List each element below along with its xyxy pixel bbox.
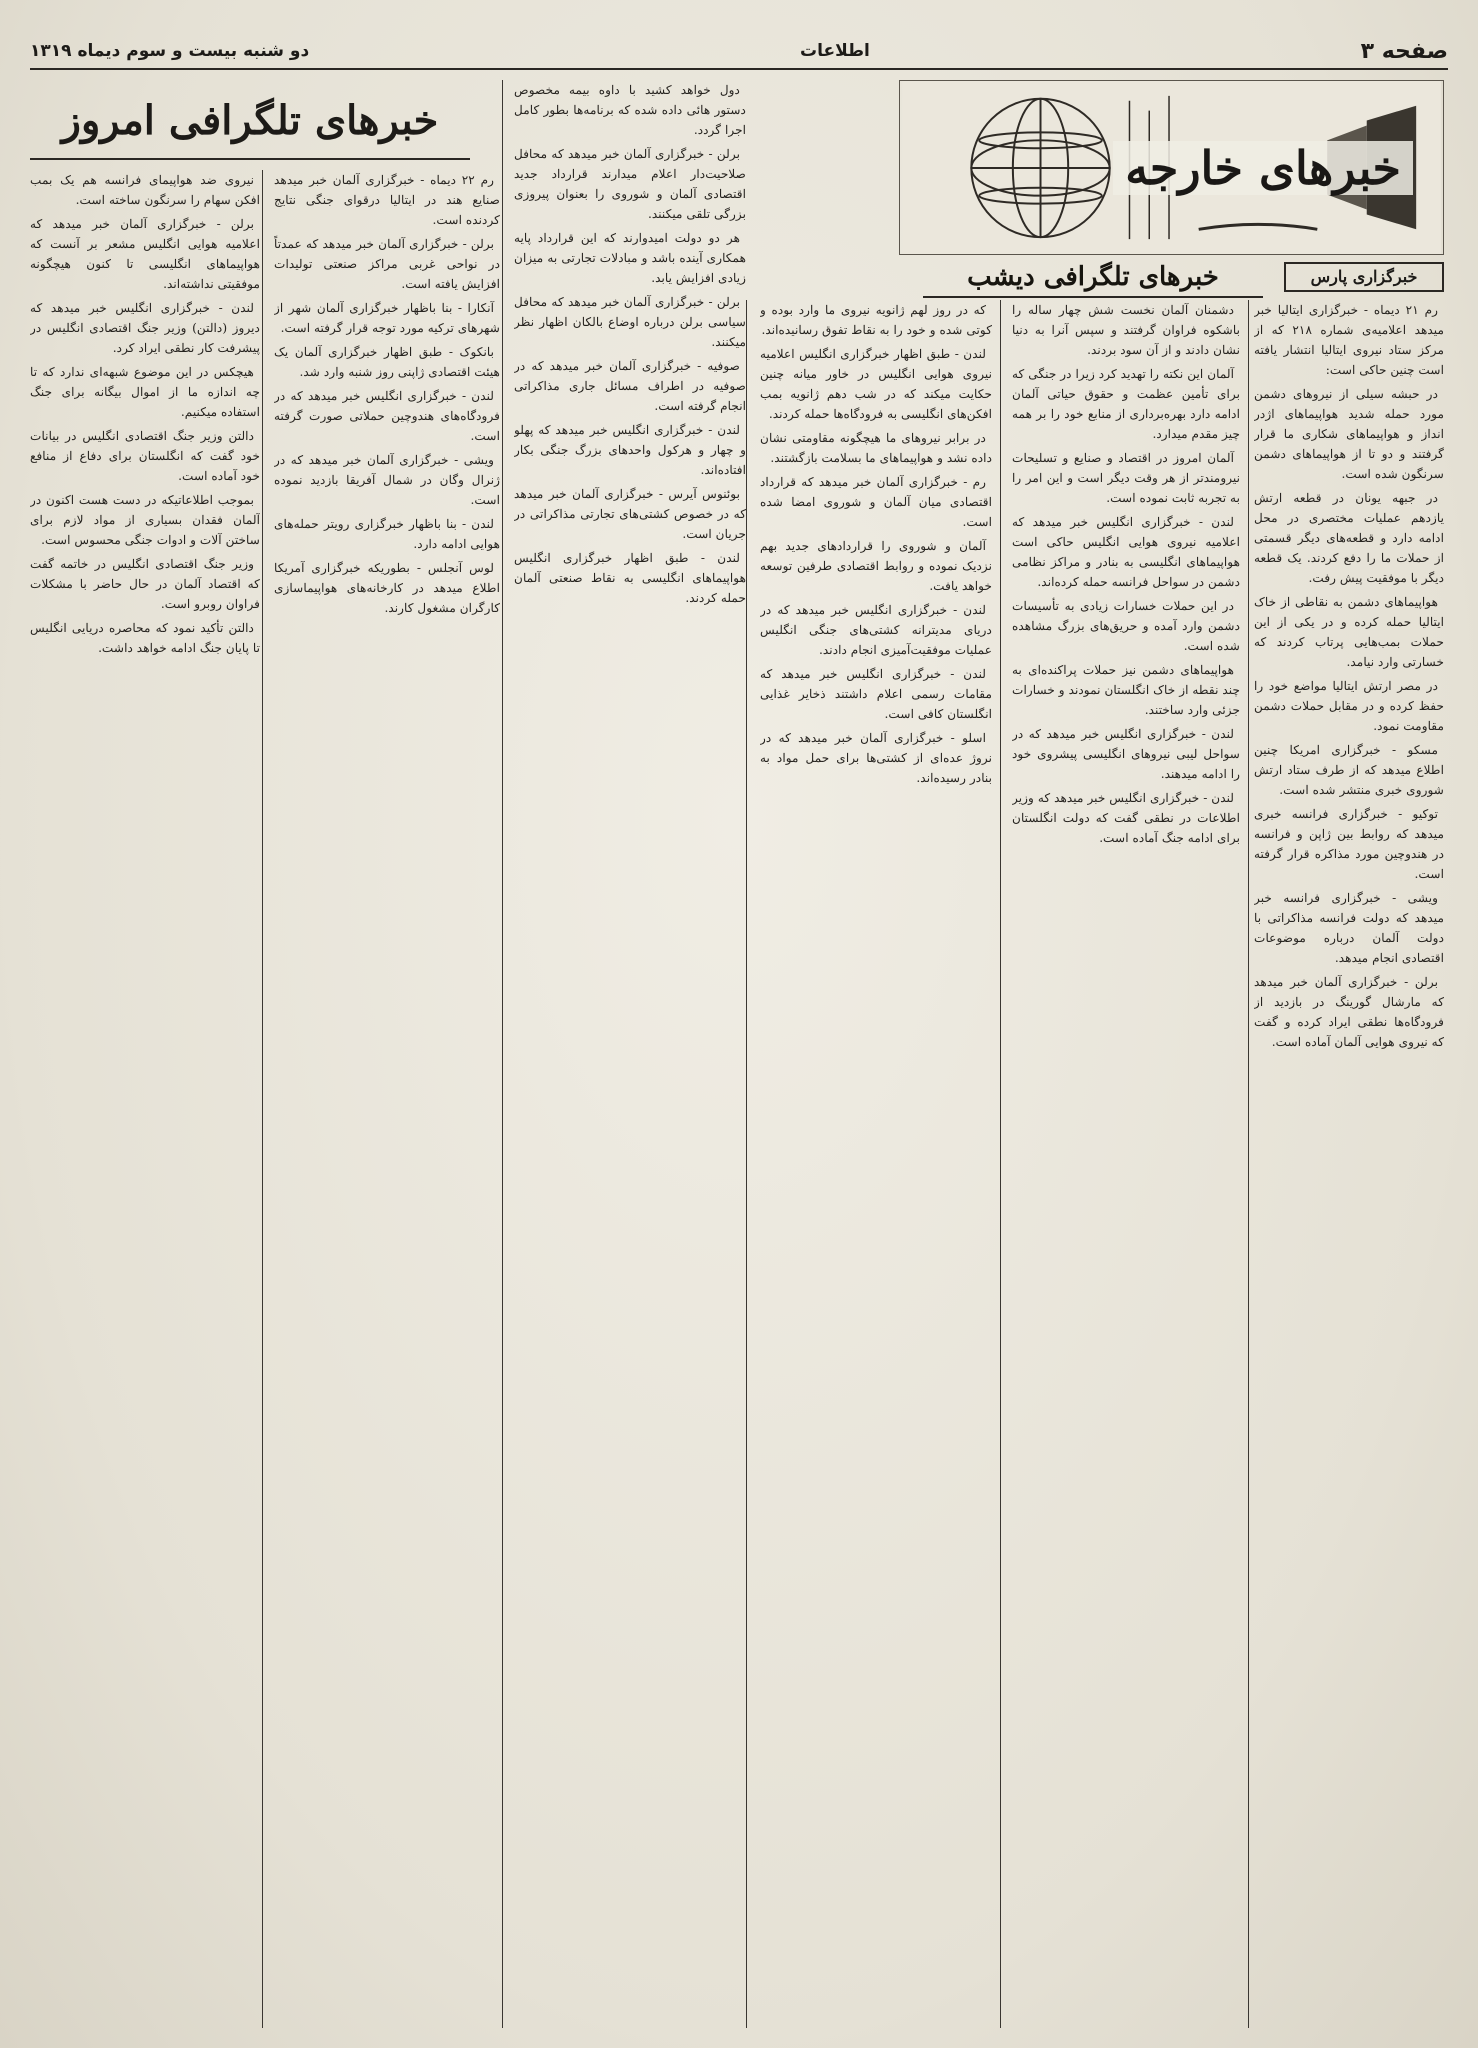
article-paragraph: آلمان این نکته را تهدید کرد زیرا در جنگی که برای تأمین عظمت و حقوق حیاتی آلمان ادامه دارد بهره‌برداری از منابع خود را بر همه چیز مقدم میدارد. (1012, 367, 1240, 441)
article-paragraph: لندن - بنا باظهار خبرگزاری رویتر حمله‌های هوایی ادامه دارد. (274, 517, 500, 551)
section-banner-title: خبرهای خارجه (1113, 141, 1413, 195)
article-paragraph: آنکارا - بنا باظهار خبرگزاری آلمان شهر از شهرهای ترکیه مورد توجه قرار گرفته است. (274, 301, 500, 335)
article-paragraph: برلن - خبرگزاری آلمان خبر میدهد که عمدتاً در نواحی غربی مراکز صنعتی تولیدات افزایش یافته است. (274, 237, 500, 291)
column-5 (274, 170, 500, 2028)
article-paragraph: برلن - خبرگزاری آلمان خبر میدهد که اعلامیه هوایی انگلیس مشعر بر آنست که هواپیماهای انگلیسی تا کنون هیچگونه موفقیتی نداشته‌اند. (30, 217, 260, 291)
article-paragraph: رم - خبرگزاری آلمان خبر میدهد که قرارداد اقتصادی میان آلمان و شوروی امضا شده است. (760, 475, 992, 529)
article-paragraph: صوفیه - خبرگزاری آلمان خبر میدهد که در صوفیه در اطراف مسائل جاری مذاکراتی انجام گرفته است. (514, 359, 746, 413)
article-paragraph: رم ۲۱ دیماه - خبرگزاری ایتالیا خبر میدهد اعلامیه‌ی شماره ۲۱۸ که از مرکز ستاد نیروی ایتالیا انتشار یافته است چنین حاکی است: (1254, 303, 1444, 377)
article-paragraph: لندن - خبرگزاری انگلیس خبر میدهد که پهلو و چهار و هرکول واحدهای بزرگ جنگی بکار افتاده‌اند. (514, 423, 746, 477)
article-paragraph: دالتن تأکید نمود که محاصره دریایی انگلیس تا پایان جنگ ادامه خواهد داشت. (30, 621, 260, 655)
page-number: صفحه ۳ (1360, 38, 1448, 64)
article-paragraph: بوئنوس آیرس - خبرگزاری آلمان خبر میدهد که در خصوص کشتی‌های تجارتی مذاکراتی در جریان است. (514, 487, 746, 541)
article-paragraph: هر دو دولت امیدوارند که این قرارداد پایه همکاری آینده باشد و مبادلات تجارتی به میزان زیادی افزایش یابد. (514, 231, 746, 285)
article-paragraph: برلن - خبرگزاری آلمان خبر میدهد که مارشال گورینگ در بازدید از فرودگاه‌ها نطقی ایراد کرده و گفت که نیروی هوایی آلمان آماده است. (1254, 975, 1444, 1049)
column-6 (30, 170, 260, 2028)
article-paragraph: دول خواهد کشید با داوه بیمه مخصوص دستور هائی داده شده که برنامه‌ها بطور کامل اجرا گردد. (514, 83, 746, 137)
masthead (30, 34, 1448, 70)
column-rule (1000, 300, 1001, 2028)
article-paragraph: لوس آنجلس - بطوریکه خبرگزاری آمریکا اطلاع میدهد در کارخانه‌های هواپیماسازی کارگران مشغول کارند. (274, 561, 500, 615)
column-3 (760, 300, 992, 2028)
column-rule (502, 80, 503, 2028)
column-rule (746, 300, 747, 2028)
article-paragraph: نیروی ضد هواپیمای فرانسه هم یک بمب افکن سهام را سرنگون ساخته است. (30, 173, 260, 207)
article-paragraph: رم ۲۲ دیماه - خبرگزاری آلمان خبر میدهد صنایع هند در ایتالیا درقوای جنگی نتایج کردنده است. (274, 173, 500, 227)
column-rule (262, 170, 263, 2028)
column-4 (514, 80, 746, 2028)
article-paragraph: لندن - خبرگزاری انگلیس خبر میدهد که در فرودگاه‌های هندوچین حملاتی صورت گرفته است. (274, 389, 500, 443)
article-paragraph: مسکو - خبرگزاری امریکا چنین اطلاع میدهد که از طرف ستاد ارتش شوروی خبری منتشر شده است. (1254, 743, 1444, 797)
article-paragraph: که در روز لهم ژانویه نیروی ما وارد بوده و کوتی شده و خود را به نقاط تفوق رسانیده‌اند. (760, 303, 992, 337)
article-paragraph: بموجب اطلاعاتیکه در دست هست اکنون در آلمان فقدان بسیاری از مواد لازم برای ساختن آلات و ادوات جنگی محسوس است. (30, 493, 260, 547)
article-paragraph: بانکوک - طبق اظهار خبرگزاری آلمان یک هیئت اقتصادی ژاپنی روز شنبه وارد شد. (274, 345, 500, 379)
article-paragraph: لندن - خبرگزاری انگلیس خبر میدهد که مقامات رسمی اعلام داشتند ذخایر غذایی انگلستان کافی است. (760, 667, 992, 721)
article-paragraph: لندن - طبق اظهار خبرگزاری انگلیس اعلامیه نیروی هوایی انگلیس در خاور میانه چنین حکایت میکند که در شب دهم ژانویه بمب افکن‌های انگلیسی به فرودگاه‌ها حمله کردند. (760, 347, 992, 421)
article-paragraph: برلن - خبرگزاری آلمان خبر میدهد که محافل سیاسی برلن درباره اوضاع بالکان اظهار نظر میکنند. (514, 295, 746, 349)
article-paragraph: آلمان و شوروی را قراردادهای جدید بهم نزدیک نموده و روابط اقتصادی طرفین توسعه خواهد یافت. (760, 539, 992, 593)
article-paragraph: لندن - خبرگزاری انگلیس خبر میدهد که در دریای مدیترانه کشتی‌های جنگی انگلیس عملیات موفقیت‌آمیزی انجام دادند. (760, 603, 992, 657)
article-paragraph: برلن - خبرگزاری آلمان خبر میدهد که محافل صلاحیت‌دار اعلام میدارند قرارداد جدید اقتصادی آلمان و شوروی را بعنوان پیروزی بزرگی تلقی میکنند. (514, 147, 746, 221)
article-paragraph: دشمنان آلمان نخست شش چهار ساله را باشکوه فراوان گرفتند و سپس آنرا به دنیا نشان دادند و از آن سود بردند. (1012, 303, 1240, 357)
last-night-headline: خبرهای تلگرافی دیشب (923, 262, 1263, 298)
article-paragraph: اسلو - خبرگزاری آلمان خبر میدهد که در نروژ عده‌ای از کشتی‌ها برای حمل مواد به بنادر رسیده‌اند. (760, 731, 992, 785)
paper-name: اطلاعات (799, 41, 870, 61)
agency-label: خبرگزاری پارس (1284, 262, 1444, 292)
today-headline: خبرهای تلگرافی امروز (30, 86, 470, 160)
article-paragraph: وزیر جنگ اقتصادی انگلیس در خاتمه گفت که اقتصاد آلمان در حال حاضر با مشکلات فراوان روبرو است. (30, 557, 260, 611)
article-paragraph: آلمان امروز در اقتصاد و صنایع و تسلیحات نیرومندتر از هر وقت دیگر است و این امر را به تجربه ثابت نموده است. (1012, 451, 1240, 505)
article-paragraph: توکیو - خبرگزاری فرانسه خبری میدهد که روابط بین ژاپن و فرانسه در هندوچین مورد مذاکره قرار گرفته است. (1254, 807, 1444, 881)
article-paragraph: در مصر ارتش ایتالیا مواضع خود را حفظ کرده و در مقابل حملات دشمن مقاومت نمود. (1254, 679, 1444, 733)
article-paragraph: لندن - خبرگزاری انگلیس خبر میدهد که اعلامیه نیروی هوایی انگلیس حاکی است هواپیماهای انگلیسی به بنادر و مراکز نظامی دشمن در سواحل فرانسه حمله کرده‌اند. (1012, 515, 1240, 589)
column-1 (1254, 300, 1444, 2028)
article-paragraph: در حبشه سیلی از نیروهای دشمن مورد حمله شدید هواپیماهای اژدر انداز و هواپیماهای شکاری ما قرار گرفتند و دو تا از هواپیماهای دشمن سرنگون شده است. (1254, 387, 1444, 481)
article-paragraph: ویشی - خبرگزاری فرانسه خبر میدهد که دولت فرانسه مذاکراتی با دولت آلمان درباره موضوعات اقتصادی انجام میدهد. (1254, 891, 1444, 965)
article-paragraph: هیچکس در این موضوع شبهه‌ای ندارد که تا چه اندازه ما از اموال بیگانه برای جنگ استفاده میکنیم. (30, 365, 260, 419)
issue-date: دو شنبه بیست و سوم دیماه ۱۳۱۹ (30, 41, 310, 61)
article-paragraph: در جبهه یونان در قطعه ارتش یازدهم عملیات مختصری در محل ادامه دارد و قطعه‌های دیگر قسمتی از حملات ما را دفع کردند. یک قطعه دیگر با موفقیت پیش رفت. (1254, 491, 1444, 585)
article-paragraph: لندن - خبرگزاری انگلیس خبر میدهد که در سواحل لیبی نیروهای انگلیسی پیشروی خود را ادامه میدهند. (1012, 727, 1240, 781)
article-paragraph: در برابر نیروهای ما هیچگونه مقاومتی نشان داده نشد و هواپیماهای ما بسلامت بازگشتند. (760, 431, 992, 465)
article-paragraph: لندن - خبرگزاری انگلیس خبر میدهد که دیروز (دالتن) وزیر جنگ اقتصادی انگلیس در پیشرفت کار نطقی ایراد کرد. (30, 301, 260, 355)
column-2 (1012, 300, 1240, 2028)
article-paragraph: لندن - خبرگزاری انگلیس خبر میدهد که وزیر اطلاعات در نطقی گفت که دولت انگلستان برای ادامه جنگ آماده است. (1012, 791, 1240, 845)
article-paragraph: لندن - طبق اظهار خبرگزاری انگلیس هواپیماهای انگلیسی به نقاط صنعتی آلمان حمله کردند. (514, 551, 746, 605)
column-rule (1248, 300, 1249, 2028)
article-paragraph: هواپیماهای دشمن نیز حملات پراکنده‌ای به چند نقطه از خاک انگلستان نمودند و خسارات جزئی وارد ساختند. (1012, 663, 1240, 717)
article-paragraph: ویشی - خبرگزاری آلمان خبر میدهد که در ژنرال وگان در شمال آفریقا بازدید نموده است. (274, 453, 500, 507)
article-paragraph: دالتن وزیر جنگ اقتصادی انگلیس در بیانات خود گفت که انگلستان برای دفاع از منافع خود آماده است. (30, 429, 260, 483)
article-paragraph: در این حملات خسارات زیادی به تأسیسات دشمن وارد آمده و حریق‌های بزرگ مشاهده شده است. (1012, 599, 1240, 653)
foreign-news-banner (899, 80, 1444, 255)
article-paragraph: هواپیماهای دشمن به نقاطی از خاک ایتالیا حمله کرده و در یکی از این حملات بمب‌هایی پرتاب کردند که خسارتی وارد نیامد. (1254, 595, 1444, 669)
